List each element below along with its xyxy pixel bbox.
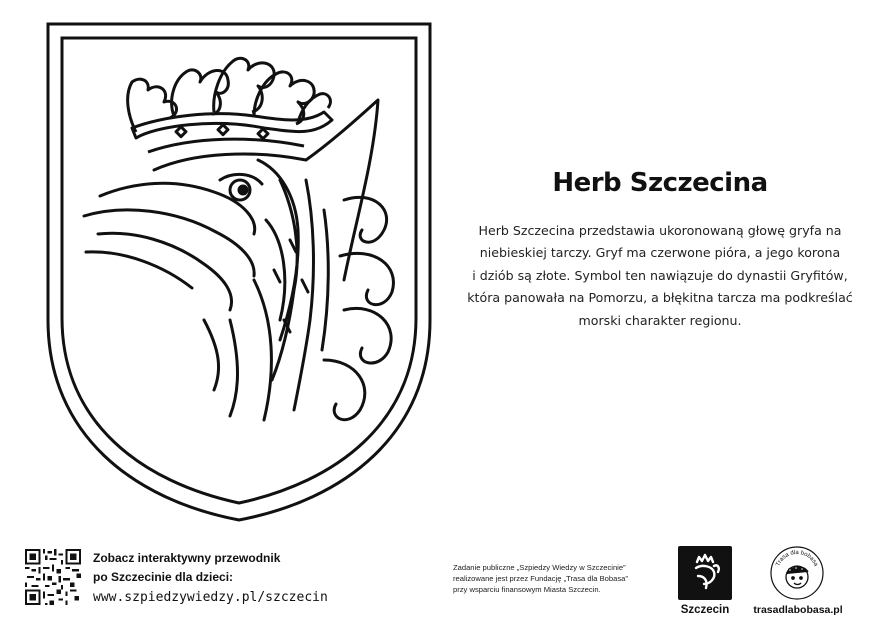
griffin-head-outline: [84, 100, 393, 420]
description-paragraph: [448, 220, 872, 332]
description-line: i dziób są złote. Symbol ten nawiązuje do dynastii Gryfitów,: [472, 267, 848, 283]
description-line: Herb Szczecina przedstawia ukoronowaną głowę gryfa na: [478, 223, 842, 238]
szczecin-logo: [678, 546, 732, 600]
description-line: niebieskiej tarczy. Gryf ma czerwone pióra, a jego korona: [479, 245, 841, 261]
guide-line-2: po Szczecinie dla dzieci:: [93, 570, 234, 584]
guide-text-block: [93, 549, 328, 607]
funding-line: realizowane jest przez Fundację „Trasa dla Bobasa”: [453, 574, 628, 583]
crown-outline: [128, 58, 332, 152]
trasa-logo-ring-text: Trasa dla bobasa: [775, 549, 819, 568]
description-line: która panowała na Pomorzu, a błękitna tarcza ma podkreślać: [467, 290, 853, 306]
guide-url-link[interactable]: www.szpiedzywiedzy.pl/szczecin: [93, 590, 328, 605]
shield-outer-outline: [48, 24, 430, 520]
funding-note: [453, 562, 628, 595]
guide-line-1: Zobacz interaktywny przewodnik: [93, 551, 281, 565]
coat-of-arms-illustration: [44, 20, 434, 525]
trasa-dla-bobasa-logo: [770, 546, 824, 600]
funding-line: Zadanie publiczne „Szpiedzy Wiedzy w Szczecinie”: [453, 563, 626, 572]
page-title: Herb Szczecina: [552, 168, 768, 198]
qr-code[interactable]: [25, 549, 81, 605]
shield-inner-outline: [62, 38, 416, 503]
szczecin-griffin-icon: [678, 546, 732, 600]
trasa-logo-label[interactable]: trasadlabobasa.pl: [753, 604, 843, 616]
child-face-icon: [786, 566, 808, 588]
szczecin-logo-label: Szczecin: [680, 604, 730, 616]
funding-line: przy wsparciu finansowym Miasta Szczecin.: [453, 585, 601, 594]
description-line: morski charakter regionu.: [578, 312, 742, 328]
